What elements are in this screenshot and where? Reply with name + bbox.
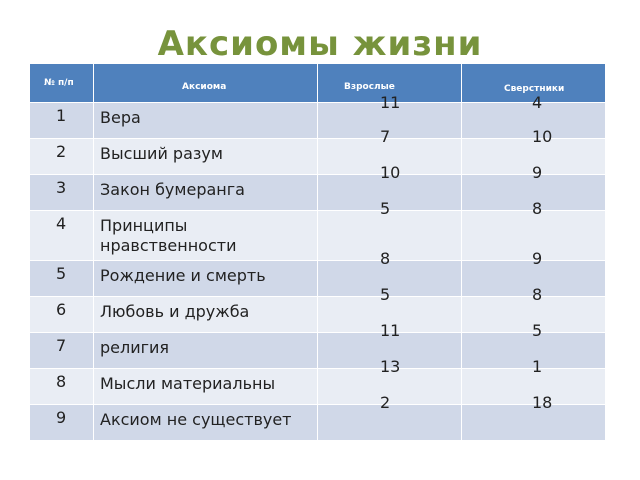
row-adults: 13 — [318, 368, 462, 404]
row-peers: 8 — [462, 210, 605, 260]
row-num: 1 — [30, 102, 94, 138]
row-num: 6 — [30, 296, 94, 332]
row-adults: 7 — [318, 138, 462, 174]
row-peers: 4 — [462, 102, 605, 138]
row-peers: 1 — [462, 368, 605, 404]
header-axiom: Аксиома — [94, 64, 318, 102]
row-peers: 9 — [462, 260, 605, 296]
row-num: 3 — [30, 174, 94, 210]
row-num: 5 — [30, 260, 94, 296]
row-num: 8 — [30, 368, 94, 404]
row-num: 2 — [30, 138, 94, 174]
row-axiom: Принципы нравственности — [94, 210, 318, 260]
row-adults: 11 — [318, 332, 462, 368]
row-axiom: Вера — [94, 102, 318, 138]
table-row — [30, 163, 605, 210]
table-row — [30, 199, 605, 260]
row-axiom: Высший разум — [94, 138, 318, 174]
table-row — [30, 357, 605, 404]
table-row — [30, 93, 605, 138]
table-row — [30, 321, 605, 368]
row-num: 7 — [30, 332, 94, 368]
row-num: 4 — [30, 210, 94, 260]
row-axiom: Аксиом не существует — [94, 404, 318, 440]
page-title: Аксиомы жизни — [157, 24, 483, 64]
table-header — [30, 64, 605, 102]
row-adults: 5 — [318, 296, 462, 332]
row-adults: 8 — [318, 260, 462, 296]
row-peers: 9 — [462, 174, 605, 210]
row-peers: 8 — [462, 296, 605, 332]
table-row — [30, 127, 605, 174]
row-peers: 18 — [462, 404, 605, 440]
table-row — [30, 249, 605, 296]
header-num: № п/п — [30, 64, 94, 102]
row-axiom: религия — [94, 332, 318, 368]
row-axiom: Мысли материальны — [94, 368, 318, 404]
row-axiom: Любовь и дружба — [94, 296, 318, 332]
row-peers: 5 — [462, 332, 605, 368]
row-adults: 2 — [318, 404, 462, 440]
row-adults: 11 — [318, 102, 462, 138]
row-peers: 10 — [462, 138, 605, 174]
axioms-table — [30, 64, 605, 440]
row-adults: 5 — [318, 210, 462, 260]
row-axiom: Закон бумеранга — [94, 174, 318, 210]
row-axiom: Рождение и смерть — [94, 260, 318, 296]
table-row — [30, 285, 605, 332]
header-peers: Сверстники — [504, 84, 565, 94]
row-adults: 10 — [318, 174, 462, 210]
header-adults: Взрослые — [318, 64, 462, 102]
row-num: 9 — [30, 404, 94, 440]
table-row — [30, 393, 605, 440]
